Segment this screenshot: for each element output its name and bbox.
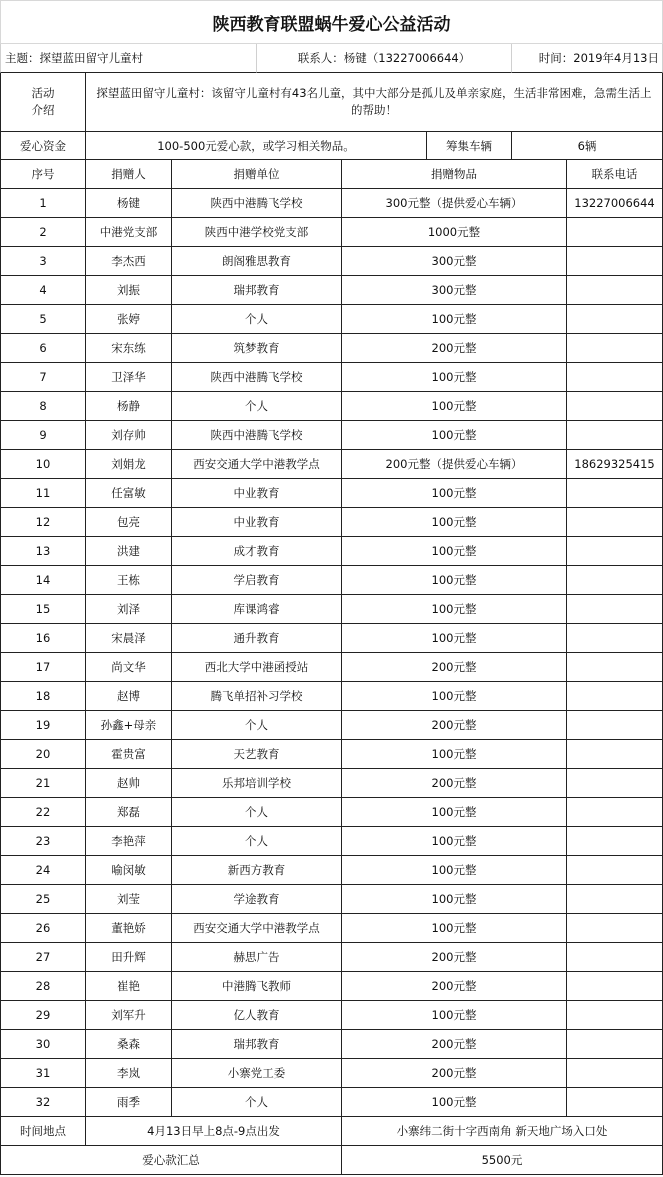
donor-name: 喻闵敏 — [86, 856, 172, 885]
contact-phone: 13227006644 — [567, 189, 663, 218]
donor-name: 杨键 — [86, 189, 172, 218]
donation-item: 100元整 — [342, 479, 567, 508]
donor-organization: 陕西中港腾飞学校 — [172, 421, 342, 450]
donation-item: 300元整（提供爱心车辆） — [342, 189, 567, 218]
donor-organization: 个人 — [172, 798, 342, 827]
donor-name: 王栋 — [86, 566, 172, 595]
table-row — [0, 885, 663, 914]
intro-label-line1: 活动 — [31, 86, 55, 100]
donation-item: 200元整 — [342, 334, 567, 363]
contact-phone — [567, 653, 663, 682]
table-row — [0, 218, 663, 247]
donor-organization: 新西方教育 — [172, 856, 342, 885]
fund-row — [0, 132, 663, 160]
row-index: 21 — [0, 769, 86, 798]
donation-item: 100元整 — [342, 508, 567, 537]
table-row — [0, 682, 663, 711]
donor-name: 郑磊 — [86, 798, 172, 827]
donor-organization: 中业教育 — [172, 479, 342, 508]
row-index: 28 — [0, 972, 86, 1001]
table-row — [0, 421, 663, 450]
donor-organization: 西安交通大学中港教学点 — [172, 914, 342, 943]
row-index: 20 — [0, 740, 86, 769]
row-index: 29 — [0, 1001, 86, 1030]
donation-item: 300元整 — [342, 276, 567, 305]
donor-organization: 瑞邦教育 — [172, 276, 342, 305]
info-row — [0, 44, 663, 73]
header-index: 序号 — [0, 160, 86, 189]
meeting-place: 小寨纬二街十字西南角 新天地广场入口处 — [342, 1117, 663, 1146]
donation-item: 100元整 — [342, 798, 567, 827]
fund-label: 爱心资金 — [0, 132, 86, 160]
donation-item: 100元整 — [342, 856, 567, 885]
donor-name: 刘泽 — [86, 595, 172, 624]
table-row — [0, 334, 663, 363]
contact-phone — [567, 827, 663, 856]
table-row — [0, 740, 663, 769]
donor-name: 刘娟龙 — [86, 450, 172, 479]
donation-item: 200元整 — [342, 711, 567, 740]
row-index: 7 — [0, 363, 86, 392]
donation-item: 100元整 — [342, 624, 567, 653]
row-index: 22 — [0, 798, 86, 827]
table-row — [0, 1088, 663, 1117]
row-index: 25 — [0, 885, 86, 914]
donation-item: 100元整 — [342, 1001, 567, 1030]
donation-item: 100元整 — [342, 595, 567, 624]
donor-name: 雨季 — [86, 1088, 172, 1117]
total-value: 5500元 — [342, 1146, 663, 1175]
subject: 主题：探望蓝田留守儿童村 — [0, 44, 257, 73]
contact-phone — [567, 276, 663, 305]
table-row — [0, 624, 663, 653]
donation-item: 200元整 — [342, 769, 567, 798]
row-index: 27 — [0, 943, 86, 972]
row-index: 5 — [0, 305, 86, 334]
donor-organization: 天艺教育 — [172, 740, 342, 769]
table-row — [0, 305, 663, 334]
table-row — [0, 247, 663, 276]
donor-name: 尚文华 — [86, 653, 172, 682]
donation-item: 100元整 — [342, 740, 567, 769]
donor-organization: 陕西中港腾飞学校 — [172, 189, 342, 218]
row-index: 18 — [0, 682, 86, 711]
donor-organization: 个人 — [172, 711, 342, 740]
donation-item: 100元整 — [342, 914, 567, 943]
table-row — [0, 1030, 663, 1059]
table-row — [0, 392, 663, 421]
donor-organization: 西安交通大学中港教学点 — [172, 450, 342, 479]
row-index: 32 — [0, 1088, 86, 1117]
donor-organization: 陕西中港腾飞学校 — [172, 363, 342, 392]
header-organization: 捐赠单位 — [172, 160, 342, 189]
table-row — [0, 1001, 663, 1030]
row-index: 13 — [0, 537, 86, 566]
donor-organization: 小寨党工委 — [172, 1059, 342, 1088]
donor-name: 刘莹 — [86, 885, 172, 914]
row-index: 12 — [0, 508, 86, 537]
donor-name: 卫泽华 — [86, 363, 172, 392]
vehicle-value: 6辆 — [512, 132, 663, 160]
fund-text: 100-500元爱心款，或学习相关物品。 — [86, 132, 427, 160]
table-row — [0, 943, 663, 972]
departure-time: 4月13日早上8点-9点出发 — [86, 1117, 342, 1146]
donor-name: 中港党支部 — [86, 218, 172, 247]
donor-name: 孙鑫+母亲 — [86, 711, 172, 740]
contact-phone — [567, 392, 663, 421]
row-index: 10 — [0, 450, 86, 479]
contact-phone — [567, 479, 663, 508]
contact-phone — [567, 769, 663, 798]
time-place-row — [0, 1117, 663, 1146]
time-place-label: 时间地点 — [0, 1117, 86, 1146]
contact-phone — [567, 363, 663, 392]
header-donor: 捐赠人 — [86, 160, 172, 189]
table-row — [0, 537, 663, 566]
donor-organization: 陕西中港学校党支部 — [172, 218, 342, 247]
donor-name: 杨静 — [86, 392, 172, 421]
table-row — [0, 653, 663, 682]
donor-organization: 个人 — [172, 392, 342, 421]
row-index: 24 — [0, 856, 86, 885]
contact-phone — [567, 508, 663, 537]
donation-item: 200元整 — [342, 1030, 567, 1059]
donor-name: 李杰西 — [86, 247, 172, 276]
table-row — [0, 566, 663, 595]
donor-organization: 通升教育 — [172, 624, 342, 653]
donor-name: 崔艳 — [86, 972, 172, 1001]
donor-organization: 瑞邦教育 — [172, 1030, 342, 1059]
donor-name: 桑森 — [86, 1030, 172, 1059]
table-row — [0, 450, 663, 479]
donation-item: 100元整 — [342, 392, 567, 421]
donor-name: 田升辉 — [86, 943, 172, 972]
table-row — [0, 972, 663, 1001]
row-index: 17 — [0, 653, 86, 682]
row-index: 14 — [0, 566, 86, 595]
donor-organization: 中业教育 — [172, 508, 342, 537]
row-index: 11 — [0, 479, 86, 508]
row-index: 4 — [0, 276, 86, 305]
donation-item: 200元整（提供爱心车辆） — [342, 450, 567, 479]
contact-phone — [567, 1088, 663, 1117]
donor-organization: 个人 — [172, 827, 342, 856]
contact-phone — [567, 711, 663, 740]
donation-item: 200元整 — [342, 653, 567, 682]
donor-name: 包亮 — [86, 508, 172, 537]
donor-name: 洪建 — [86, 537, 172, 566]
donor-organization: 腾飞单招补习学校 — [172, 682, 342, 711]
donor-name: 赵帅 — [86, 769, 172, 798]
row-index: 31 — [0, 1059, 86, 1088]
donor-name: 宋东练 — [86, 334, 172, 363]
row-index: 8 — [0, 392, 86, 421]
vehicle-label: 筹集车辆 — [427, 132, 512, 160]
donor-organization: 亿人教育 — [172, 1001, 342, 1030]
table-row — [0, 798, 663, 827]
table-header — [0, 160, 663, 189]
donation-item: 100元整 — [342, 421, 567, 450]
table-row — [0, 479, 663, 508]
header-phone: 联系电话 — [567, 160, 663, 189]
donor-name: 霍贵富 — [86, 740, 172, 769]
donation-item: 200元整 — [342, 972, 567, 1001]
header-donation: 捐赠物品 — [342, 160, 567, 189]
contact-phone — [567, 1059, 663, 1088]
donor-organization: 赫思广告 — [172, 943, 342, 972]
table-row — [0, 827, 663, 856]
row-index: 26 — [0, 914, 86, 943]
donor-name: 任富敏 — [86, 479, 172, 508]
contact-phone — [567, 537, 663, 566]
contact-phone — [567, 624, 663, 653]
table-row — [0, 1059, 663, 1088]
row-index: 2 — [0, 218, 86, 247]
intro-label — [0, 73, 86, 132]
page-title: 陕西教育联盟蜗牛爱心公益活动 — [0, 0, 663, 44]
row-index: 6 — [0, 334, 86, 363]
donor-organization: 筑梦教育 — [172, 334, 342, 363]
contact-phone — [567, 856, 663, 885]
donation-item: 100元整 — [342, 827, 567, 856]
donor-organization: 学启教育 — [172, 566, 342, 595]
donation-item: 1000元整 — [342, 218, 567, 247]
table-row — [0, 508, 663, 537]
table-row — [0, 856, 663, 885]
contact-phone: 18629325415 — [567, 450, 663, 479]
total-label: 爱心款汇总 — [0, 1146, 342, 1175]
table-row — [0, 363, 663, 392]
donor-name: 刘振 — [86, 276, 172, 305]
donor-organization: 库课鸿睿 — [172, 595, 342, 624]
contact-phone — [567, 1001, 663, 1030]
row-index: 9 — [0, 421, 86, 450]
donation-item: 300元整 — [342, 247, 567, 276]
table-row — [0, 276, 663, 305]
contact-phone — [567, 682, 663, 711]
donor-organization: 乐邦培训学校 — [172, 769, 342, 798]
contact: 联系人：杨键（13227006644） — [257, 44, 512, 73]
donor-name: 刘军升 — [86, 1001, 172, 1030]
donor-name: 李岚 — [86, 1059, 172, 1088]
donation-item: 100元整 — [342, 682, 567, 711]
donation-item: 100元整 — [342, 305, 567, 334]
contact-phone — [567, 914, 663, 943]
donor-organization: 个人 — [172, 1088, 342, 1117]
table-row — [0, 595, 663, 624]
donation-item: 200元整 — [342, 1059, 567, 1088]
donor-organization: 西北大学中港函授站 — [172, 653, 342, 682]
donor-name: 张婷 — [86, 305, 172, 334]
row-index: 1 — [0, 189, 86, 218]
table-row — [0, 711, 663, 740]
donation-item: 200元整 — [342, 943, 567, 972]
donation-item: 100元整 — [342, 1088, 567, 1117]
donor-name: 刘存帅 — [86, 421, 172, 450]
table-row — [0, 914, 663, 943]
donation-item: 100元整 — [342, 885, 567, 914]
donation-item: 100元整 — [342, 537, 567, 566]
contact-phone — [567, 943, 663, 972]
contact-phone — [567, 885, 663, 914]
total-row — [0, 1146, 663, 1175]
contact-phone — [567, 1030, 663, 1059]
table-row — [0, 769, 663, 798]
table-row — [0, 189, 663, 218]
donor-organization: 个人 — [172, 305, 342, 334]
contact-phone — [567, 740, 663, 769]
contact-phone — [567, 798, 663, 827]
row-index: 19 — [0, 711, 86, 740]
donor-name: 赵博 — [86, 682, 172, 711]
row-index: 23 — [0, 827, 86, 856]
donor-organization: 学途教育 — [172, 885, 342, 914]
donor-name: 李艳萍 — [86, 827, 172, 856]
donor-table-body — [0, 189, 663, 1117]
contact-phone — [567, 972, 663, 1001]
contact-phone — [567, 421, 663, 450]
donation-item: 100元整 — [342, 363, 567, 392]
donor-name: 宋晨泽 — [86, 624, 172, 653]
intro-label-line2: 介绍 — [31, 103, 55, 117]
contact-phone — [567, 305, 663, 334]
donor-organization: 中港腾飞教师 — [172, 972, 342, 1001]
intro-row — [0, 73, 663, 132]
contact-phone — [567, 334, 663, 363]
donor-name: 董艳娇 — [86, 914, 172, 943]
date: 时间：2019年4月13日 — [512, 44, 663, 73]
intro-text: 探望蓝田留守儿童村：该留守儿童村有43名儿童，其中大部分是孤儿及单亲家庭，生活非常困难，急需生活上的帮助！ — [86, 73, 663, 132]
donor-organization: 成才教育 — [172, 537, 342, 566]
donor-organization: 朗阁雅思教育 — [172, 247, 342, 276]
row-index: 30 — [0, 1030, 86, 1059]
row-index: 16 — [0, 624, 86, 653]
contact-phone — [567, 218, 663, 247]
contact-phone — [567, 247, 663, 276]
contact-phone — [567, 566, 663, 595]
donation-item: 100元整 — [342, 566, 567, 595]
row-index: 3 — [0, 247, 86, 276]
contact-phone — [567, 595, 663, 624]
row-index: 15 — [0, 595, 86, 624]
